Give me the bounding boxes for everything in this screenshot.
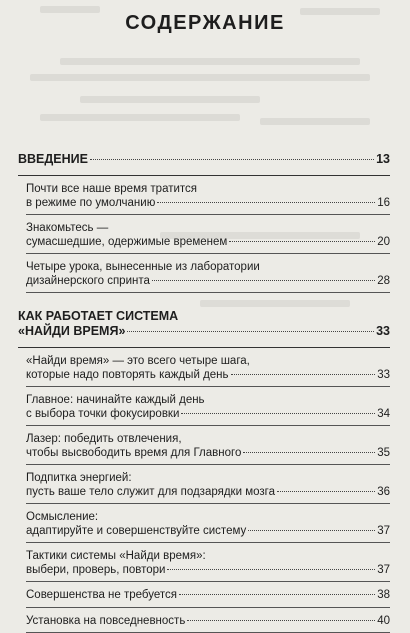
toc-entry-text: Установка на повседневность [26, 614, 186, 627]
toc-entry-text: Главное: начинайте каждый день [26, 394, 205, 406]
toc-section-system-text: КАК РАБОТАЕТ СИСТЕМА [18, 309, 179, 323]
page-number: 37 [377, 563, 390, 576]
toc-section-system-line [18, 324, 390, 339]
toc-entry-line [26, 615, 390, 629]
page-number: 37 [377, 524, 390, 537]
toc-entry-text: Осмысление: [26, 511, 99, 523]
dot-leader [277, 491, 375, 492]
toc-entry-text: Почти все наше время тратится [26, 183, 198, 195]
toc-entry-text: пусть ваше тело служит для подзарядки мозга [26, 485, 275, 498]
toc-entry-line [26, 369, 390, 383]
toc-entry-text: чтобы высвободить время для Главного [26, 446, 242, 459]
toc-entry-line [26, 236, 390, 250]
toc-entry-text: в режиме по умолчанию [26, 196, 156, 209]
page-number: 40 [377, 614, 390, 627]
entry-divider [26, 542, 390, 543]
dot-leader [187, 620, 375, 621]
dot-leader [229, 241, 375, 242]
toc-entry-text: с выбора точки фокусировки [26, 407, 180, 420]
page-number: 33 [376, 324, 390, 338]
toc-entry[interactable] [18, 222, 390, 249]
toc-entry-line [26, 433, 390, 447]
toc-entry-line [26, 183, 390, 197]
toc-entry-line [26, 394, 390, 408]
page-number: 28 [377, 274, 390, 287]
dot-leader [127, 331, 374, 332]
toc-entry[interactable] [18, 183, 390, 210]
page-number: 33 [377, 368, 390, 381]
dot-leader [243, 452, 375, 453]
toc-entry-text: сумасшедшие, одержимые временем [26, 235, 228, 248]
toc-entry-line [26, 275, 390, 289]
dot-leader [90, 159, 374, 160]
toc-entry[interactable] [18, 550, 390, 577]
toc-entry-line [26, 447, 390, 461]
dot-leader [181, 413, 375, 414]
toc-entry[interactable] [18, 511, 390, 538]
entry-divider [26, 214, 390, 215]
page-number: 16 [377, 196, 390, 209]
entry-divider [26, 464, 390, 465]
entry-divider [26, 503, 390, 504]
table-of-contents [18, 148, 390, 633]
toc-entry-text: Четыре урока, вынесенные из лаборатории [26, 261, 260, 273]
toc-entry-line [26, 589, 390, 603]
dot-leader [157, 202, 375, 203]
entry-divider [26, 253, 390, 254]
toc-entry-text: адаптируйте и совершенствуйте систему [26, 524, 247, 537]
dot-leader [179, 594, 375, 595]
toc-entry-line [26, 222, 390, 236]
dot-leader [167, 569, 375, 570]
toc-entry[interactable] [18, 394, 390, 421]
toc-entry-line [26, 550, 390, 564]
dot-leader [152, 280, 375, 281]
section-divider [18, 175, 390, 176]
entry-divider [26, 386, 390, 387]
toc-entry-line [26, 261, 390, 275]
toc-entry-line [26, 472, 390, 486]
toc-entry-text: Подпитка энергией: [26, 472, 132, 484]
toc-entry-text: дизайнерского спринта [26, 274, 150, 287]
entry-divider [26, 425, 390, 426]
toc-entry-line [26, 525, 390, 539]
toc-section-system[interactable] [18, 309, 390, 339]
page-number: 35 [377, 446, 390, 459]
toc-entry-text: Тактики системы «Найди время»: [26, 550, 206, 562]
toc-section-intro-line [18, 152, 390, 167]
toc-entry[interactable] [18, 472, 390, 499]
toc-section-system-line [18, 309, 390, 324]
dot-leader [231, 374, 376, 375]
page-number: 34 [377, 407, 390, 420]
toc-entry-text: выбери, проверь, повтори [26, 563, 166, 576]
dot-leader [248, 530, 375, 531]
toc-entry-text: «Найди время» — это всего четыре шага, [26, 355, 250, 367]
toc-section-system-text: «НАЙДИ ВРЕМЯ» [18, 324, 126, 338]
toc-entry-line [26, 486, 390, 500]
toc-entry[interactable] [18, 433, 390, 460]
toc-entry-line [26, 511, 390, 525]
toc-entry-line [26, 564, 390, 578]
toc-entry-text: Лазер: победить отвлечения, [26, 433, 182, 445]
toc-entry[interactable] [18, 355, 390, 382]
page-number: 36 [377, 485, 390, 498]
toc-entry-text: Совершенства не требуется [26, 589, 177, 601]
toc-entry-text: Знакомьтесь — [26, 222, 109, 234]
toc-entry[interactable] [18, 615, 390, 629]
toc-entry-text: которые надо повторять каждый день [26, 368, 229, 381]
page-number: 13 [376, 152, 390, 166]
page-title: СОДЕРЖАНИЕ [125, 12, 285, 34]
toc-entry[interactable] [18, 261, 390, 288]
entry-divider [26, 581, 390, 582]
section-divider [18, 347, 390, 348]
toc-entry[interactable] [18, 589, 390, 603]
entry-divider [26, 607, 390, 608]
toc-entry-line [26, 197, 390, 211]
page-number: 20 [377, 235, 390, 248]
toc-entry-line [26, 408, 390, 422]
section-gap [18, 293, 390, 305]
toc-entry-line [26, 355, 390, 369]
toc-section-intro[interactable] [18, 152, 390, 167]
page-number: 38 [377, 589, 390, 601]
toc-section-intro-text: ВВЕДЕНИЕ [18, 152, 88, 166]
